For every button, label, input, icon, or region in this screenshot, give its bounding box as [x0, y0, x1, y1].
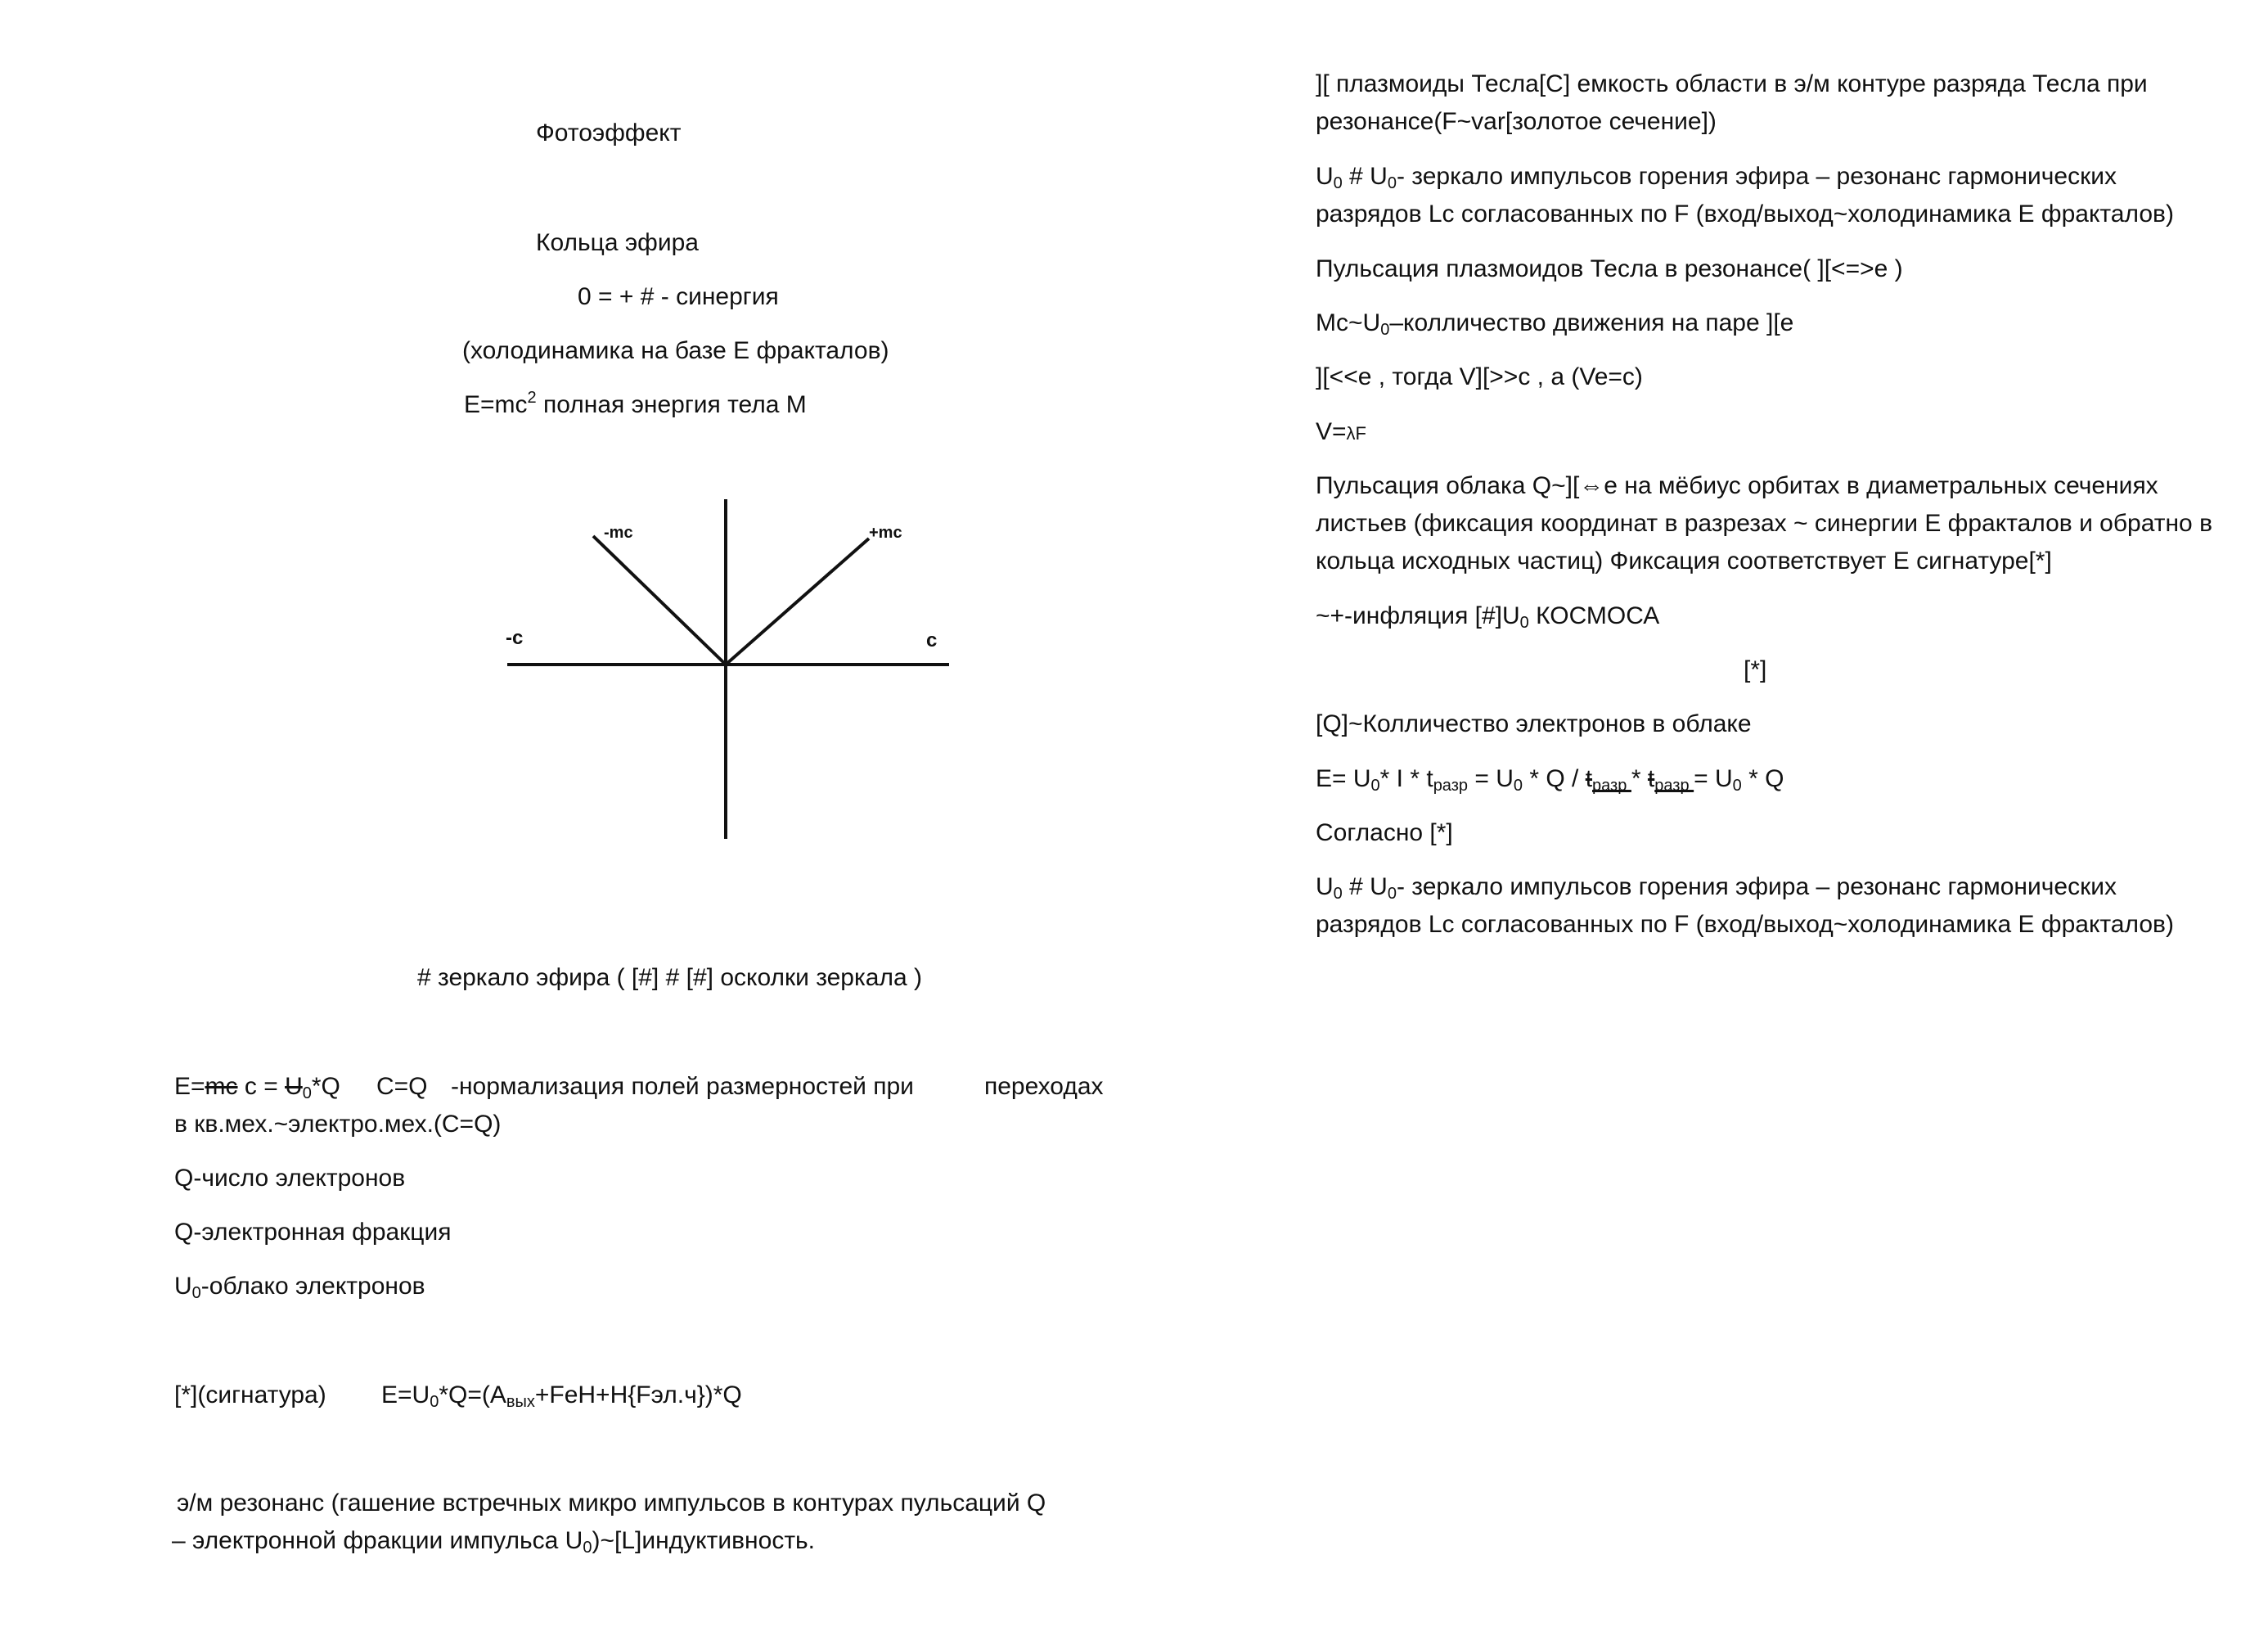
- sig-sub0: 0: [430, 1393, 439, 1411]
- p4a: Mc~U: [1316, 309, 1381, 336]
- sig-e: E=U: [381, 1381, 430, 1408]
- p6a: V=: [1316, 418, 1347, 445]
- norm-e: E=: [174, 1073, 205, 1100]
- p1-line-2: резонансе(F~var[золотое сечение]): [1316, 108, 1717, 135]
- sig-sub-vyh: вых: [506, 1393, 535, 1411]
- p8-line: [1316, 602, 1660, 632]
- u0-cloud-sub: 0: [191, 1284, 201, 1302]
- p11a: E= U: [1316, 765, 1371, 792]
- plus-mc-line: [726, 539, 869, 665]
- resonance-line-2: [172, 1527, 816, 1557]
- signature-formula: [381, 1381, 742, 1411]
- double-arrow-icon: ⇔: [1579, 472, 1604, 499]
- p11d: * Q /: [1523, 765, 1586, 792]
- res-l2b: )~[L]индуктивность.: [592, 1527, 816, 1554]
- emc-line: [464, 389, 807, 418]
- p12-line: Согласно [*]: [1316, 819, 1453, 846]
- p13-line-1: [1316, 873, 2117, 903]
- minus-mc-line: [593, 536, 726, 665]
- p13-u: U: [1316, 873, 1334, 900]
- plus-c-label: c: [926, 629, 938, 651]
- plus-mc-label: +mc: [869, 524, 902, 542]
- norm-mc-struck: mc: [205, 1073, 238, 1100]
- p6-line: [1316, 420, 1366, 444]
- u0-cloud-line: [174, 1273, 425, 1302]
- norm-u-sub: 0: [302, 1084, 312, 1102]
- p11-struck-1: [1585, 765, 1631, 795]
- p11-struck-2: [1647, 765, 1694, 795]
- p13-sub: 0: [1333, 885, 1343, 903]
- p8b: КОСМОСА: [1528, 602, 1660, 629]
- p4-sub: 0: [1380, 321, 1390, 339]
- rings-heading: Кольца эфира: [536, 229, 699, 256]
- q-number-line: Q-число электронов: [174, 1165, 406, 1192]
- p2-line-1: [1316, 163, 2117, 192]
- res-l2a: – электронной фракции импульса U: [172, 1527, 583, 1554]
- p11c: = U: [1468, 765, 1514, 792]
- p2-line-2: разрядов Lc согласованных по F (вход/выход~холодинамика Е фракталов): [1316, 201, 2174, 228]
- norm-q: *Q: [311, 1073, 340, 1100]
- emc-rest: полная энергия тела М: [536, 391, 807, 418]
- normalization-cq: C=Q: [376, 1073, 428, 1100]
- p7-l1a: Пульсация облака Q~][: [1316, 472, 1580, 499]
- holodynamics-line: (холодинамика на базе Е фракталов): [462, 337, 889, 364]
- p1-line-1: ][ плазмоиды Тесла[C] емкость области в э/м контуре разряда Тесла при: [1316, 70, 2148, 97]
- p2-mid: # U: [1342, 163, 1388, 190]
- p11s6: 0: [1732, 777, 1742, 795]
- p11s1: 0: [1370, 777, 1380, 795]
- p11h: = U: [1694, 765, 1733, 792]
- p3-line: Пульсация плазмоидов Тесла в резонансе( ][<=>e ): [1316, 255, 1903, 282]
- normalization-line-2: в кв.мех.~электро.мех.(C=Q): [174, 1111, 502, 1138]
- p5-line: ][<<e , тогда V][>>c , а (Ve=c): [1316, 363, 1643, 390]
- u0-cloud-rest: -облако электронов: [200, 1273, 425, 1300]
- p11s3: 0: [1513, 777, 1523, 795]
- title: Фотоэффект: [536, 119, 682, 146]
- p4-line: [1316, 309, 1794, 339]
- p11-formula: [1316, 765, 1784, 795]
- minus-mc-label: -mc: [604, 524, 633, 542]
- emc-prefix: E=mc: [464, 391, 528, 418]
- p13-line-2: разрядов Lc согласованных по F (вход/выход~холодинамика Е фракталов): [1316, 911, 2174, 938]
- emc-sup: 2: [527, 389, 537, 407]
- p7-line-1: [1316, 474, 2158, 498]
- minus-c-label: -c: [506, 627, 524, 649]
- p11i: * Q: [1741, 765, 1784, 792]
- q-fraction-line: Q-электронная фракция: [174, 1219, 452, 1246]
- resonance-line-1: э/м резонанс (гашение встречных микро импульсов в контурах пульсаций Q: [177, 1490, 1046, 1517]
- p8-sub: 0: [1519, 614, 1529, 632]
- p13-sub2: 0: [1387, 885, 1397, 903]
- p11s4: разр: [1592, 777, 1631, 795]
- p2-sub: 0: [1333, 174, 1343, 192]
- p2-sub2: 0: [1387, 174, 1397, 192]
- p11f: *: [1631, 765, 1648, 792]
- axes-diagram: [491, 483, 965, 851]
- p9-line: [*]: [1744, 656, 1767, 683]
- normalization-rest1: -нормализация полей размерностей при: [451, 1073, 914, 1100]
- p10-line: [Q]~Колличество электронов в облаке: [1316, 710, 1752, 737]
- u0-cloud-u: U: [174, 1273, 192, 1300]
- p2-u: U: [1316, 163, 1334, 190]
- p2-rest: - зеркало импульсов горения эфира – резонанс гармонических: [1396, 163, 2117, 190]
- p13-mid: # U: [1342, 873, 1388, 900]
- p8a: ~+-инфляция [#]U: [1316, 602, 1520, 629]
- p7-l1b: e на мёбиус орбитах в диаметральных сечениях: [1604, 472, 2158, 499]
- mirror-line: # зеркало эфира ( [#] # [#] осколки зеркала ): [417, 964, 922, 991]
- p7-line-2: листьев (фиксация координат в разрезах ~ синергии Е фракталов и обратно в: [1316, 510, 2213, 537]
- p11s5: разр: [1654, 777, 1694, 795]
- res-l2-sub: 0: [583, 1539, 592, 1557]
- p11s2: разр: [1433, 777, 1469, 795]
- synergy-line: 0 = + # - синергия: [578, 283, 779, 310]
- signature-label: [*](сигнатура): [174, 1381, 326, 1408]
- p11b: * I * t: [1379, 765, 1433, 792]
- p11g: t: [1647, 765, 1655, 792]
- normalization-rest2: переходах: [984, 1073, 1104, 1100]
- norm-u-struck: U: [285, 1073, 303, 1100]
- normalization-line-1: [174, 1073, 340, 1102]
- p11e: t: [1585, 765, 1593, 792]
- p4b: –колличество движения на паре ][e: [1389, 309, 1794, 336]
- p6b: λF: [1346, 423, 1366, 444]
- p7-line-3: кольца исходных частиц) Фиксация соответствует Е сигнатуре[*]: [1316, 548, 2052, 575]
- sig-rest: +FeH+H{Fэл.ч})*Q: [534, 1381, 742, 1408]
- norm-c: c =: [237, 1073, 286, 1100]
- sig-a: *Q=(A: [439, 1381, 506, 1408]
- p13-rest: - зеркало импульсов горения эфира – резонанс гармонических: [1396, 873, 2117, 900]
